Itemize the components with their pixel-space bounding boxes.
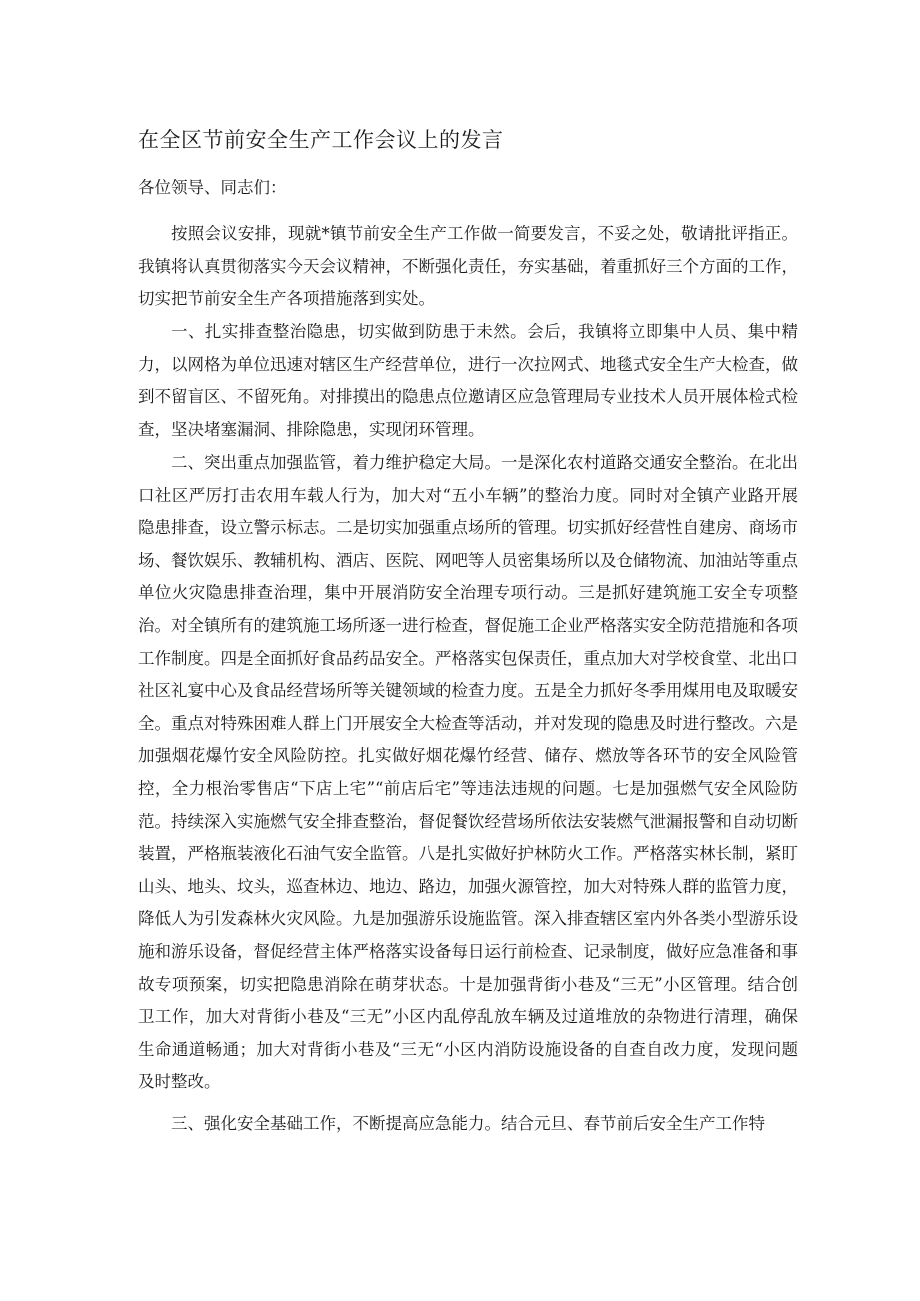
paragraph-intro: 按照会议安排，现就*镇节前安全生产工作做一简要发言，不妥之处，敬请批评指正。我镇将认真贯彻落实今天会议精神，不断强化责任，夯实基础，着重抓好三个方面的工作，切实把节前安全生产各项措施落到实处。 [138,224,798,309]
paragraph-section-three: 三、强化安全基础工作，不断提高应急能力。结合元旦、春节前后安全生产工作特 [171,1114,765,1133]
paragraph-section-two: 二、突出重点加强监管，着力维护稳定大局。一是深化农村道路交通安全整治。在北出口社区严厉打击农用车载人行为，加大对“五小车辆”的整治力度。同时对全镇产业路开展隐患排查，设立警示标志。二是切实加强重点场所的管理。切实抓好经营性自建房、商场市场、餐饮娱乐、教辅机构、酒店、医院、网吧等人员密集场所以及仓储物流、加油站等重点单位火灾隐患排查治理，集中开展消防安全治理专项行动。三是抓好建筑施工安全专项整治。对全镇所有的建筑施工场所逐一进行检查，督促施工企业严格落实安全防范措施和各项工作制度。四是全面抓好食品药品安全。严格落实包保责任，重点加大对学校食堂、北出口社区礼宴中心及食品经营场所等关键领域的检查力度。五是全力抓好冬季用煤用电及取暖安全。重点对特殊困难人群上门开展安全大检查等活动，并对发现的隐患及时进行整改。六是加强烟花爆竹安全风险防控。扎实做好烟花爆竹经营、储存、燃放等各环节的安全风险管控，全力根治零售店“下店上宅”“前店后宅”等违法违规的问题。七是加强燃气安全风险防范。持续深入实施燃气安全排查整治，督促餐饮经营场所依法安装燃气泄漏报警和自动切断装置，严格瓶装液化石油气安全监管。八是扎实做好护林防火工作。严格落实林长制，紧盯山头、地头、坟头，巡查林边、地边、路边，加强火源管控，加大对特殊人群的监管力度，降低人为引发森林火灾风险。九是加强游乐设施监管。深入排查辖区室内外各类小型游乐设施和游乐设备，督促经营主体严格落实设备每日运行前检查、记录制度，做好应急准备和事故专项预案，切实把隐患消除在萌芽状态。十是加强背街小巷及“三无”小区管理。结合创卫工作，加大对背街小巷及“三无”小区内乱停乱放车辆及过道堆放的杂物进行清理，确保生命通道畅通；加大对背街小巷及“三无“小区内消防设施设备的自查自改力度，发现问题及时整改。 [138,453,798,1092]
document-title: 在全区节前安全生产工作会议上的发言 [138,128,504,152]
paragraph-section-one: 一、扎实排查整治隐患，切实做到防患于未然。会后，我镇将立即集中人员、集中精力，以网格为单位迅速对辖区生产经营单位，进行一次拉网式、地毯式安全生产大检查，做到不留盲区、不留死角。对排摸出的隐患点位邀请区应急管理局专业技术人员开展体检式检查，坚决堵塞漏洞、排除隐患，实现闭环管理。 [138,322,798,439]
greeting-line: 各位领导、同志们： [138,178,287,197]
